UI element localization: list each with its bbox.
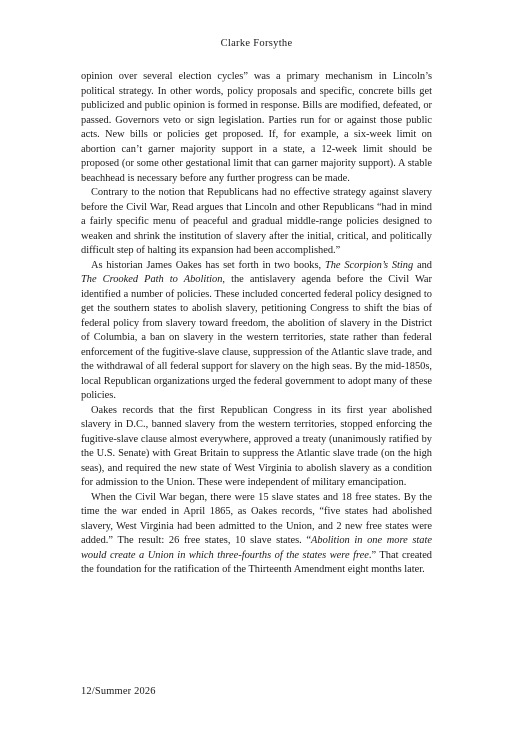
paragraph-4: [81, 404, 432, 491]
paragraph-4-text: Oakes records that the first Republican Congress in its first year abolished slavery in D.C., banned slavery from the western territories, stopped enforcing the fugitive-slave clause almost everywhere, approved a treaty (unanimously ratified by the U.S. Senate) with Great Britain to suppress the Atlantic slave trade (on the high seas), and required the new state of West Virginia to abolish slavery as a condition for admission to the Union. These were independent of military emancipation.: [81, 404, 432, 488]
book-title-scorpions-sting: The Scorpion’s Sting: [324, 259, 414, 271]
paragraph-3-text-c: , the antislavery agenda before the Civil War identified a number of policies. These included concerted federal policy designed to get the southern states to abolish slavery, petitioning Congress to shift the bias of federal policy from slavery toward freedom, the abolition of slavery in the District of Columbia, a ban on slavery in the western territories, state rather than federal enforcement of the fugitive-slave clause, suppression of the Atlantic slave trade, and the withdrawal of all federal support for slavery on the high seas. By the mid-1850s, local Republican organizations urged the federal government to adopt many of these policies.: [81, 274, 432, 401]
paragraph-3: [81, 259, 432, 404]
paragraph-1-text: opinion over several election cycles” was a primary mechanism in Lincoln’s political strategy. In other words, policy proposals and specific, concrete bills get publicized and public opinion is formed in response. Bills are modified, defeated, or passed. Governors veto or sign legislation. Parties run for or against those public acts. New bills or policies get proposed. If, for example, a six-week limit on abortion can’t garner majority support in a state, a 12-week limit should be proposed (or some other gestational limit that can garner majority support). A stable beachhead is necessary before any further progress can be made.: [81, 71, 432, 184]
paragraph-1: [81, 70, 432, 186]
paragraph-5-text-a: When the Civil War began, there were 15 slave states and 18 free states. By the time the war ended in April 1865, as Oakes records, “five states had abolished slavery, West Virginia had been admitted to the Union, and 2 new free states were added.” The result: 26 free states, 10 slave states. “: [81, 491, 432, 546]
page-folio: 12/Summer 2026: [81, 686, 156, 697]
paragraph-5: [81, 491, 432, 578]
article-body: [81, 70, 432, 578]
book-title-crooked-path: The Crooked Path to Abolition: [81, 274, 223, 285]
running-head: Clarke Forsythe: [220, 38, 293, 49]
paragraph-3-text-b: and: [413, 259, 432, 271]
paragraph-5-text-b: .” That created the foundation for the ratification of the Thirteenth Amendment eight months later.: [81, 549, 433, 575]
paragraph-2-text: Contrary to the notion that Republicans had no effective strategy against slavery before the Civil War, Read argues that Lincoln and other Republicans “had in mind a fairly specific menu of peaceful and gradual middle-range policies designed to weaken and shrink the institution of slavery after the initial, critical, and politically difficult step of halting its expansion had been accomplished.”: [81, 187, 432, 256]
paragraph-2: [81, 186, 432, 259]
italic-quotation: Abolition in one more state would create a Union in which three-fourths of the states were free: [81, 535, 432, 561]
paragraph-3-text-a: As historian James Oakes has set forth in two books,: [91, 259, 325, 271]
